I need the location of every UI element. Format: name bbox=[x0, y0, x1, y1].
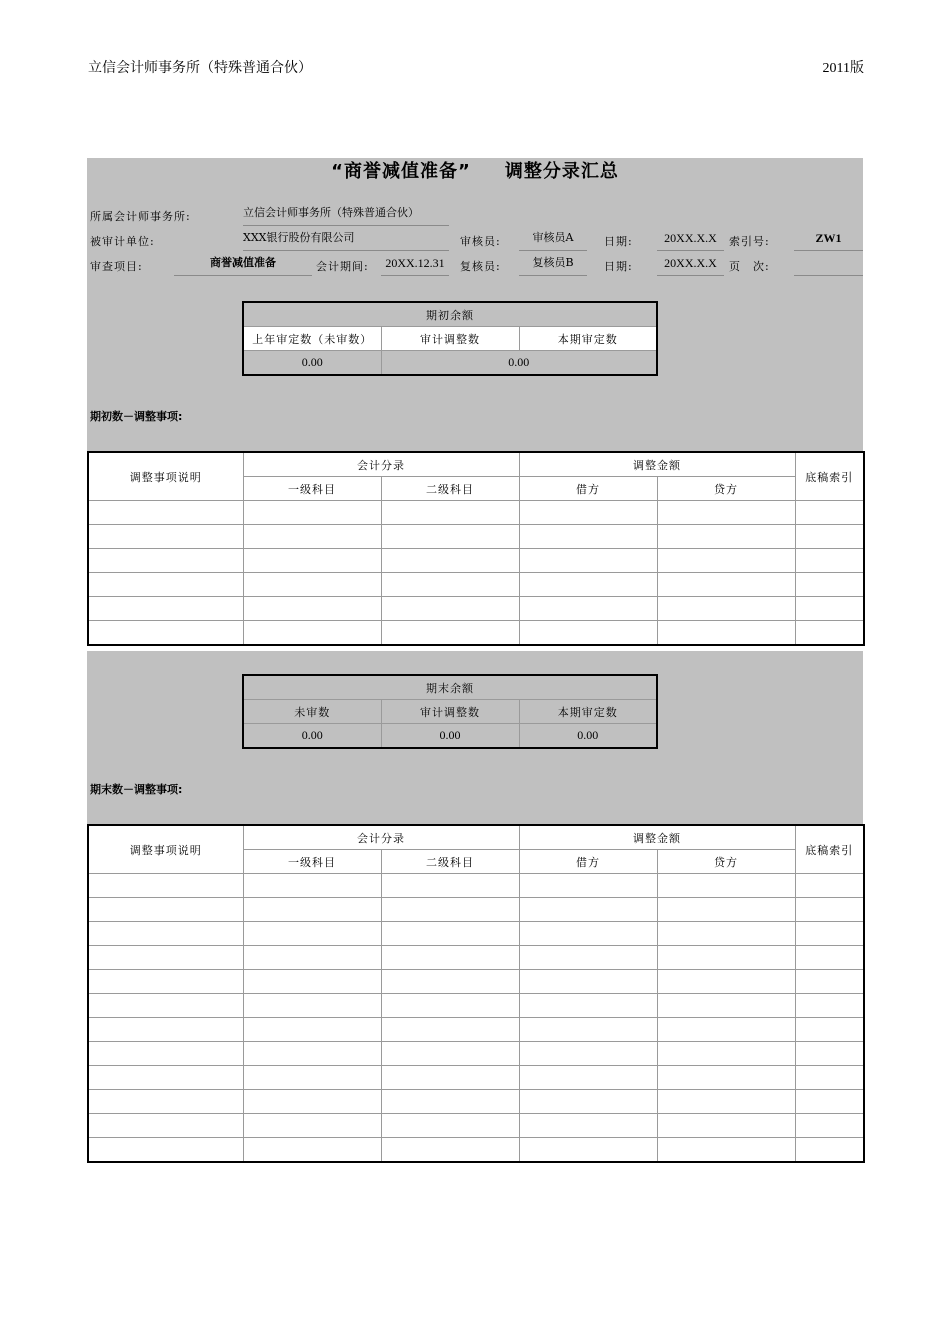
checker-label: 复核员: bbox=[460, 260, 501, 273]
firm-value: 立信会计师事务所（特殊普通合伙） bbox=[243, 204, 449, 226]
firm-label: 所属会计师事务所: bbox=[90, 210, 191, 223]
date-label-2: 日期: bbox=[604, 260, 633, 273]
col-amount: 调整金额 bbox=[519, 825, 795, 850]
col-level1: 一级科目 bbox=[243, 850, 381, 874]
period-label: 会计期间: bbox=[316, 260, 369, 273]
index-value: ZW1 bbox=[794, 229, 863, 251]
page-value bbox=[794, 254, 863, 276]
version-label: 2011版 bbox=[822, 61, 864, 76]
date-value-1: 20XX.X.X bbox=[657, 229, 724, 251]
col-level1: 一级科目 bbox=[243, 477, 381, 501]
closing-summary-table bbox=[242, 674, 658, 749]
closing-section-label: 期末数－调整事项: bbox=[90, 783, 183, 796]
col-credit: 贷方 bbox=[657, 477, 795, 501]
col-entry: 会计分录 bbox=[243, 825, 519, 850]
reviewer-value: 审核员A bbox=[519, 229, 587, 251]
closing-header-adjust: 审计调整数 bbox=[381, 700, 519, 724]
title-part1: “商誉减值准备” bbox=[331, 161, 471, 182]
table-row bbox=[88, 1114, 864, 1138]
period-value: 20XX.12.31 bbox=[381, 254, 449, 276]
item-label: 审查项目: bbox=[90, 260, 143, 273]
table-row bbox=[88, 1042, 864, 1066]
closing-summary-title: 期末余额 bbox=[243, 675, 657, 700]
col-credit: 贷方 bbox=[657, 850, 795, 874]
page-title bbox=[87, 158, 863, 188]
table-row bbox=[88, 597, 864, 621]
col-debit: 借方 bbox=[519, 477, 657, 501]
col-amount: 调整金额 bbox=[519, 452, 795, 477]
opening-header-prior: 上年审定数（未审数） bbox=[243, 327, 381, 351]
table-row bbox=[88, 946, 864, 970]
col-desc: 调整事项说明 bbox=[88, 825, 243, 874]
table-row bbox=[88, 525, 864, 549]
client-label: 被审计单位: bbox=[90, 235, 155, 248]
index-label: 索引号: bbox=[729, 235, 770, 248]
opening-value-audited: 0.00 bbox=[381, 351, 657, 376]
col-index: 底稿索引 bbox=[795, 825, 864, 874]
table-row bbox=[88, 621, 864, 646]
opening-summary-title: 期初余额 bbox=[243, 302, 657, 327]
closing-value-audited: 0.00 bbox=[519, 724, 657, 749]
reviewer-label: 审核员: bbox=[460, 235, 501, 248]
col-level2: 二级科目 bbox=[381, 477, 519, 501]
table-row bbox=[88, 549, 864, 573]
col-entry: 会计分录 bbox=[243, 452, 519, 477]
table-row bbox=[88, 1018, 864, 1042]
closing-header-audited: 本期审定数 bbox=[519, 700, 657, 724]
opening-header-audited: 本期审定数 bbox=[519, 327, 657, 351]
table-row bbox=[88, 501, 864, 525]
col-debit: 借方 bbox=[519, 850, 657, 874]
date-value-2: 20XX.X.X bbox=[657, 254, 724, 276]
closing-header-unaudited: 未审数 bbox=[243, 700, 381, 724]
client-value: XXX银行股份有限公司 bbox=[243, 229, 449, 251]
closing-value-unaudited: 0.00 bbox=[243, 724, 381, 749]
table-row bbox=[88, 1066, 864, 1090]
table-row bbox=[88, 874, 864, 898]
closing-value-adjust: 0.00 bbox=[381, 724, 519, 749]
table-row bbox=[88, 1090, 864, 1114]
col-level2: 二级科目 bbox=[381, 850, 519, 874]
opening-summary-table bbox=[242, 301, 658, 376]
table-row bbox=[88, 898, 864, 922]
worksheet bbox=[87, 158, 863, 1173]
item-value: 商誉减值准备 bbox=[174, 254, 312, 276]
opening-adjustments-table bbox=[87, 451, 865, 646]
table-row bbox=[88, 994, 864, 1018]
col-index: 底稿索引 bbox=[795, 452, 864, 501]
col-desc: 调整事项说明 bbox=[88, 452, 243, 501]
opening-section-label: 期初数－调整事项: bbox=[90, 410, 183, 423]
opening-header-adjust: 审计调整数 bbox=[381, 327, 519, 351]
date-label-1: 日期: bbox=[604, 235, 633, 248]
closing-adjustments-table bbox=[87, 824, 865, 1163]
checker-value: 复核员B bbox=[519, 254, 587, 276]
title-part2: 调整分录汇总 bbox=[504, 161, 619, 182]
page-label: 页 次: bbox=[729, 260, 770, 273]
firm-header: 立信会计师事务所（特殊普通合伙） bbox=[88, 61, 312, 76]
table-row bbox=[88, 1138, 864, 1163]
opening-value-prior: 0.00 bbox=[243, 351, 381, 376]
table-row bbox=[88, 573, 864, 597]
table-row bbox=[88, 970, 864, 994]
table-row bbox=[88, 922, 864, 946]
